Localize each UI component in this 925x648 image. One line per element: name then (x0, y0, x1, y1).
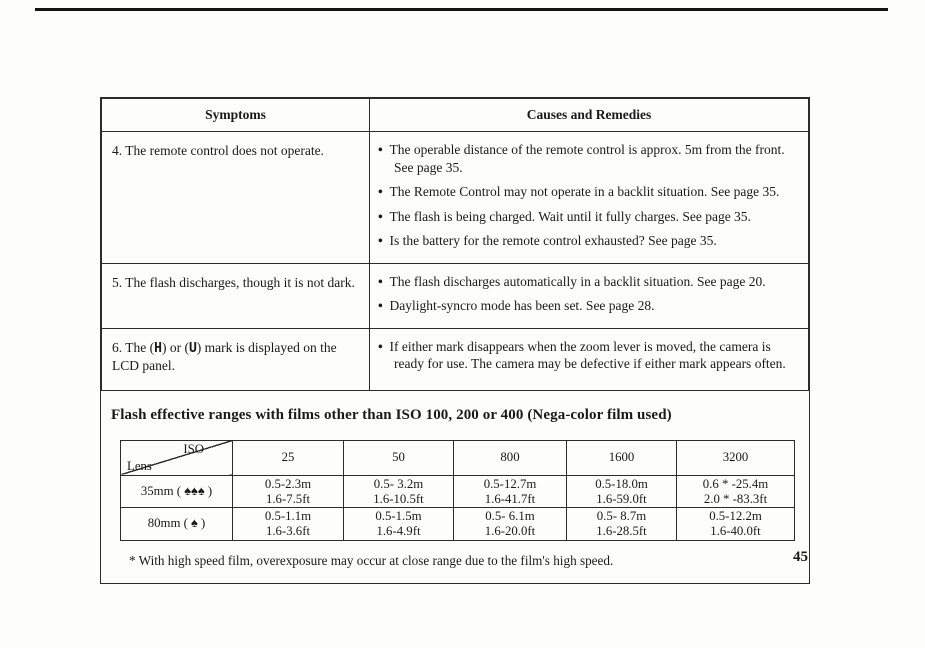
range-meters: 0.5-18.0m (595, 476, 648, 491)
range-cell (677, 475, 795, 507)
range-feet: 2.0 * -83.3ft (703, 491, 768, 506)
iso-column-header: 800 (454, 440, 567, 475)
cause-item: • The Remote Control may not operate in a backlit situation. See page 35. (378, 183, 798, 201)
range-meters: 0.5- 6.1m (485, 509, 535, 524)
causes-cell (370, 132, 809, 264)
range-cell (567, 475, 677, 507)
range-cell (233, 475, 344, 507)
range-meters: 0.5-1.1m (264, 509, 312, 524)
table-header-row (102, 99, 809, 132)
corner-lens-label: Lens (127, 458, 152, 473)
cause-list (378, 273, 798, 315)
top-rule (35, 8, 888, 11)
symptom-text: ) or ( (161, 339, 189, 355)
range-meters: 0.5-12.7m (483, 476, 537, 491)
iso-column-header: 1600 (567, 440, 677, 475)
lcd-u-mark: U (188, 340, 197, 356)
ranges-row-35mm (121, 475, 795, 507)
iso-column-header: 3200 (677, 440, 795, 475)
range-feet: 1.6-28.5ft (596, 523, 647, 538)
range-meters: 0.6 * -25.4m (702, 476, 769, 491)
range-meters: 0.5-12.2m (709, 509, 762, 524)
footnote: * With high speed film, overexposure may occur at close range due to the film's high speed. (129, 552, 614, 568)
flash-ranges-title: Flash effective ranges with films other than ISO 100, 200 or 400 (Nega-color film used) (111, 406, 672, 423)
lens-label: 80mm ( ♠ ) (121, 508, 233, 540)
cause-item: • The flash discharges automatically in a backlit situation. See page 20. (378, 273, 798, 291)
iso-column-header: 50 (344, 440, 454, 475)
range-feet: 1.6-59.0ft (596, 491, 647, 506)
range-meters: 0.5- 8.7m (596, 509, 647, 524)
cause-item: • Is the battery for the remote control exhausted? See page 35. (378, 232, 798, 250)
range-meters: 0.5-1.5m (375, 509, 422, 524)
symptom-text: ) mark is displayed on the LCD panel. (112, 339, 337, 374)
range-feet: 1.6-7.5ft (265, 491, 311, 506)
range-meters: 0.5-2.3m (264, 476, 312, 491)
range-cell (567, 508, 677, 540)
range-feet: 1.6-40.0ft (710, 523, 761, 538)
flash-ranges-table (120, 440, 795, 541)
range-feet: 1.6-3.6ft (265, 523, 311, 538)
causes-cell (370, 328, 809, 390)
range-cell (677, 508, 795, 540)
causes-header: Causes and Remedies (370, 99, 809, 132)
range-feet: 1.6-4.9ft (376, 523, 421, 538)
range-cell (233, 508, 344, 540)
lcd-h-mark: H (154, 340, 162, 356)
range-feet: 1.6-20.0ft (484, 523, 536, 538)
symptom-cell: 4. The remote control does not operate. (102, 132, 370, 264)
causes-cell (370, 263, 809, 328)
corner-iso-label: ISO (183, 441, 204, 456)
page-number: 45 (793, 549, 808, 565)
symptom-cell: 5. The flash discharges, though it is not dark. (102, 263, 370, 328)
range-feet: 1.6-41.7ft (484, 491, 536, 506)
symptoms-header: Symptoms (102, 99, 370, 132)
ranges-header-row (121, 440, 795, 475)
range-cell (344, 508, 454, 540)
iso-column-header: 25 (233, 440, 344, 475)
table-row (102, 263, 809, 328)
cause-item: • The operable distance of the remote control is approx. 5m from the front. See page 35. (378, 141, 798, 176)
table-row (102, 328, 809, 390)
cause-list (378, 338, 798, 373)
range-cell (344, 475, 454, 507)
range-cell (454, 508, 567, 540)
range-cell (454, 475, 567, 507)
lens-iso-corner-cell (121, 440, 233, 475)
range-feet: 1.6-10.5ft (373, 491, 424, 506)
cause-item: • The flash is being charged. Wait until it fully charges. See page 35. (378, 208, 798, 226)
cause-list (378, 141, 798, 250)
range-meters: 0.5- 3.2m (373, 476, 424, 491)
symptom-text: 6. The ( (112, 339, 155, 355)
table-row (102, 132, 809, 264)
symptom-cell (102, 328, 370, 390)
ranges-row-80mm (121, 508, 795, 540)
troubleshooting-table (101, 98, 809, 391)
cause-item: • If either mark disappears when the zoom lever is moved, the camera is ready for use. The camera may be defective if either mark appears often. (378, 338, 798, 373)
content-box (100, 97, 810, 584)
cause-item: • Daylight-syncro mode has been set. See page 28. (378, 297, 798, 315)
lens-label: 35mm ( ♠♠♠ ) (121, 475, 233, 507)
